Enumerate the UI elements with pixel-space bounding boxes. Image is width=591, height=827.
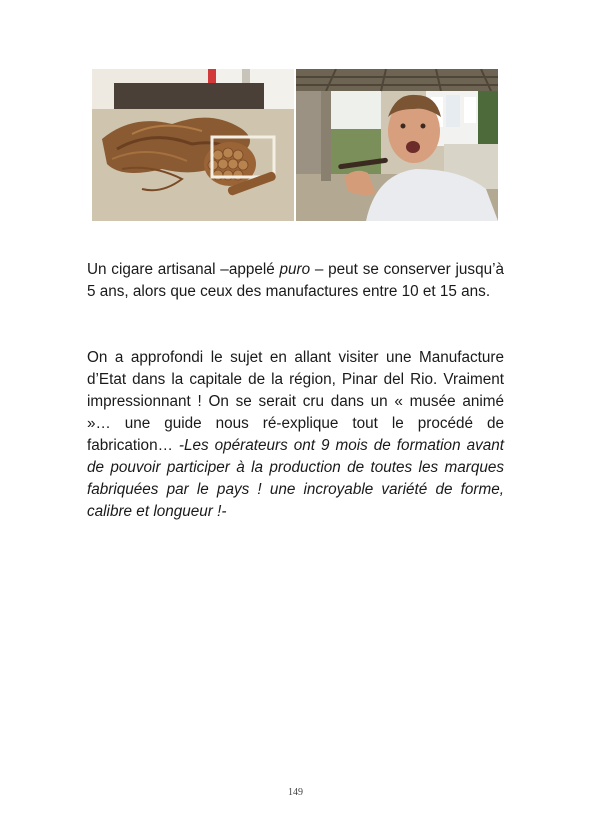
paragraph-2 — [87, 347, 504, 523]
paragraph-2-text: On a approfondi le sujet en allant visiter une Manufacture d’Etat dans la capitale de la région, Pinar del Rio. Vraiment impressionnant ! On se serait cru dans un « musée animé »… une guide nous ré-explique tout le procédé de fabrication… — [87, 349, 504, 454]
paragraph-1-text-start: Un cigare artisanal –appelé — [87, 261, 280, 278]
photo-man-with-cigar — [296, 69, 498, 221]
paragraph-1-text-end: – peut se conserver jusqu’à 5 ans, alors que ceux des manufactures entre 10 et 15 ans. — [87, 261, 504, 300]
paragraph-1-italic-term: puro — [279, 261, 311, 278]
paragraph-2-italic-quote: -Les opérateurs ont 9 mois de formation avant de pouvoir participer à la production de toutes les marques fabriquées par le pays ! une incroyable variété de forme, calibre et longueur !- — [87, 437, 504, 520]
paragraph-1 — [87, 259, 504, 303]
photo-cigar-bundle — [92, 69, 294, 221]
page-number: 149 — [288, 787, 303, 798]
